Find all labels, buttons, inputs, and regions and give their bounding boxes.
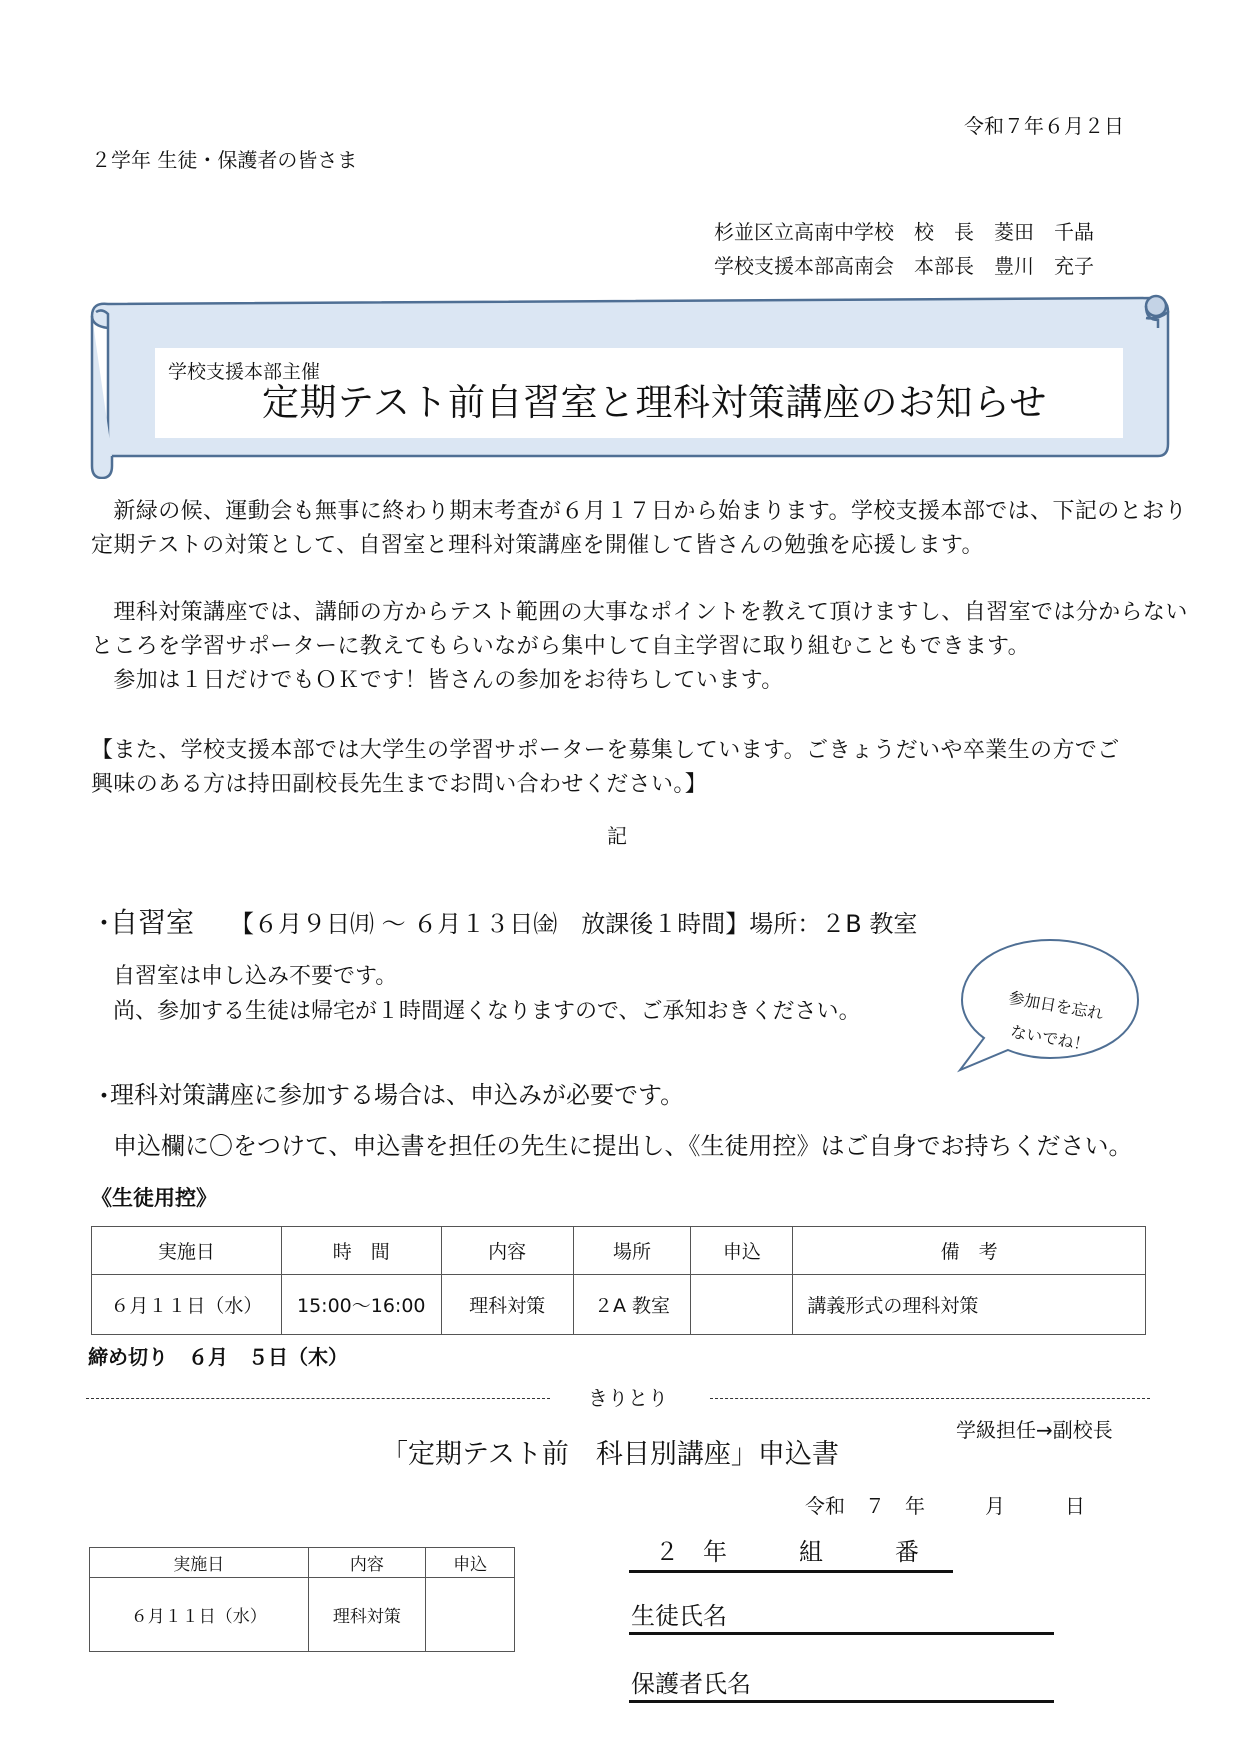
application-table <box>89 1547 515 1652</box>
sender-principal: 杉並区立高南中学校 校 長 菱田 千晶 <box>714 220 1094 244</box>
header-date: 実施日 <box>92 1227 282 1275</box>
ki-heading: 記 <box>607 824 627 848</box>
para2-line2: ところを学習サポーターに教えてもらいながら集中して自主学習に取り組むこともできます。 <box>91 634 1031 659</box>
app-cell-apply[interactable] <box>426 1578 515 1652</box>
cell-apply[interactable] <box>691 1275 793 1335</box>
guardian-name-field[interactable] <box>629 1700 1054 1703</box>
table-row <box>90 1578 515 1652</box>
header-remarks: 備 考 <box>793 1227 1146 1275</box>
application-title: 「定期テスト前 科目別講座」申込書 <box>381 1439 839 1470</box>
student-name-label: 生徒氏名 <box>631 1602 727 1630</box>
routing-note: 学級担任→副校長 <box>956 1418 1113 1442</box>
jishu-label: 自習室 <box>110 906 195 939</box>
header-content: 内容 <box>441 1227 573 1275</box>
header-apply: 申込 <box>691 1227 793 1275</box>
rika-heading: 理科対策講座に参加する場合は、申込みが必要です。 <box>110 1081 685 1109</box>
app-header-apply: 申込 <box>426 1548 515 1578</box>
app-header-date: 実施日 <box>90 1548 309 1578</box>
sender-support-head: 学校支援本部高南会 本部長 豊川 充子 <box>714 254 1094 278</box>
para1-line1: 新緑の候、運動会も無事に終わり期末考査が６月１７日から始まります。学校支援本部では、下記のとおり <box>91 499 1187 524</box>
app-table-header-row <box>90 1548 515 1578</box>
header-place: 場所 <box>573 1227 691 1275</box>
app-header-content: 内容 <box>308 1548 426 1578</box>
cut-line-left <box>86 1398 550 1399</box>
student-copy-table <box>91 1226 1146 1335</box>
cell-remarks: 講義形式の理科対策 <box>793 1275 1146 1335</box>
banner-subtitle: 学校支援本部主催 <box>168 361 321 383</box>
para2-line1: 理科対策講座では、講師の方からテスト範囲の大事なポイントを教えて頂けますし、自習室では分からない <box>91 600 1188 625</box>
class-number-underline[interactable] <box>629 1570 953 1573</box>
rika-instruction: 申込欄に〇をつけて、申込書を担任の先生に提出し、《生徒用控》はご自身でお持ちください。 <box>113 1132 1133 1160</box>
cut-label: きりとり <box>588 1386 668 1410</box>
rika-bullet: ・ <box>91 1082 118 1112</box>
banner-title: 定期テスト前自習室と理科対策講座のお知らせ <box>262 381 1047 424</box>
cell-place: ２A 教室 <box>573 1275 691 1335</box>
table-row <box>92 1275 1146 1335</box>
cell-date: ６月１１日（水） <box>92 1275 282 1335</box>
jishu-note2: 尚、参加する生徒は帰宅が１時間遅くなりますので、ご承知おきください。 <box>113 999 861 1024</box>
student-name-field[interactable] <box>629 1632 1054 1635</box>
para3-line1: 【また、学校支援本部では大学生の学習サポーターを募集しています。ごきょうだいや卒業生の方でご <box>91 738 1120 763</box>
cell-time: 15:00～16:00 <box>281 1275 441 1335</box>
deadline: 締め切り ６月 ５日（木） <box>88 1345 348 1369</box>
jishu-bullet: ・ <box>91 909 118 939</box>
bubble-line1: 参加日を忘れ <box>1007 988 1105 1024</box>
class-number-line: ２ 年 組 番 <box>631 1538 919 1566</box>
table-header-row <box>92 1227 1146 1275</box>
header-time: 時 間 <box>281 1227 441 1275</box>
para1-line2: 定期テストの対策として、自習室と理科対策講座を開催して皆さんの勉強を応援します。 <box>91 533 984 558</box>
issue-date: 令和７年６月２日 <box>964 114 1124 138</box>
student-copy-label: 《生徒用控》 <box>91 1186 217 1210</box>
cell-content: 理科対策 <box>441 1275 573 1335</box>
para3-line2: 興味のある方は持田副校長先生までお問い合わせください。】 <box>91 772 708 797</box>
addressee: ２学年 生徒・保護者の皆さま <box>91 148 358 172</box>
application-date-line: 令和 ７ 年 月 日 <box>805 1494 1085 1518</box>
bubble-line2: ないでね！ <box>1009 1022 1092 1055</box>
jishu-detail: 【６月９日㈪ ～ ６月１３日㈮ 放課後１時間】場所：２B 教室 <box>230 910 918 938</box>
app-cell-date: ６月１１日（水） <box>90 1578 309 1652</box>
cut-line-right <box>710 1398 1150 1399</box>
app-cell-content: 理科対策 <box>308 1578 426 1652</box>
jishu-note1: 自習室は申し込み不要です。 <box>113 964 398 989</box>
guardian-name-label: 保護者氏名 <box>631 1670 751 1698</box>
para2-line3: 参加は１日だけでもＯＫです！皆さんの参加をお待ちしています。 <box>91 668 784 693</box>
